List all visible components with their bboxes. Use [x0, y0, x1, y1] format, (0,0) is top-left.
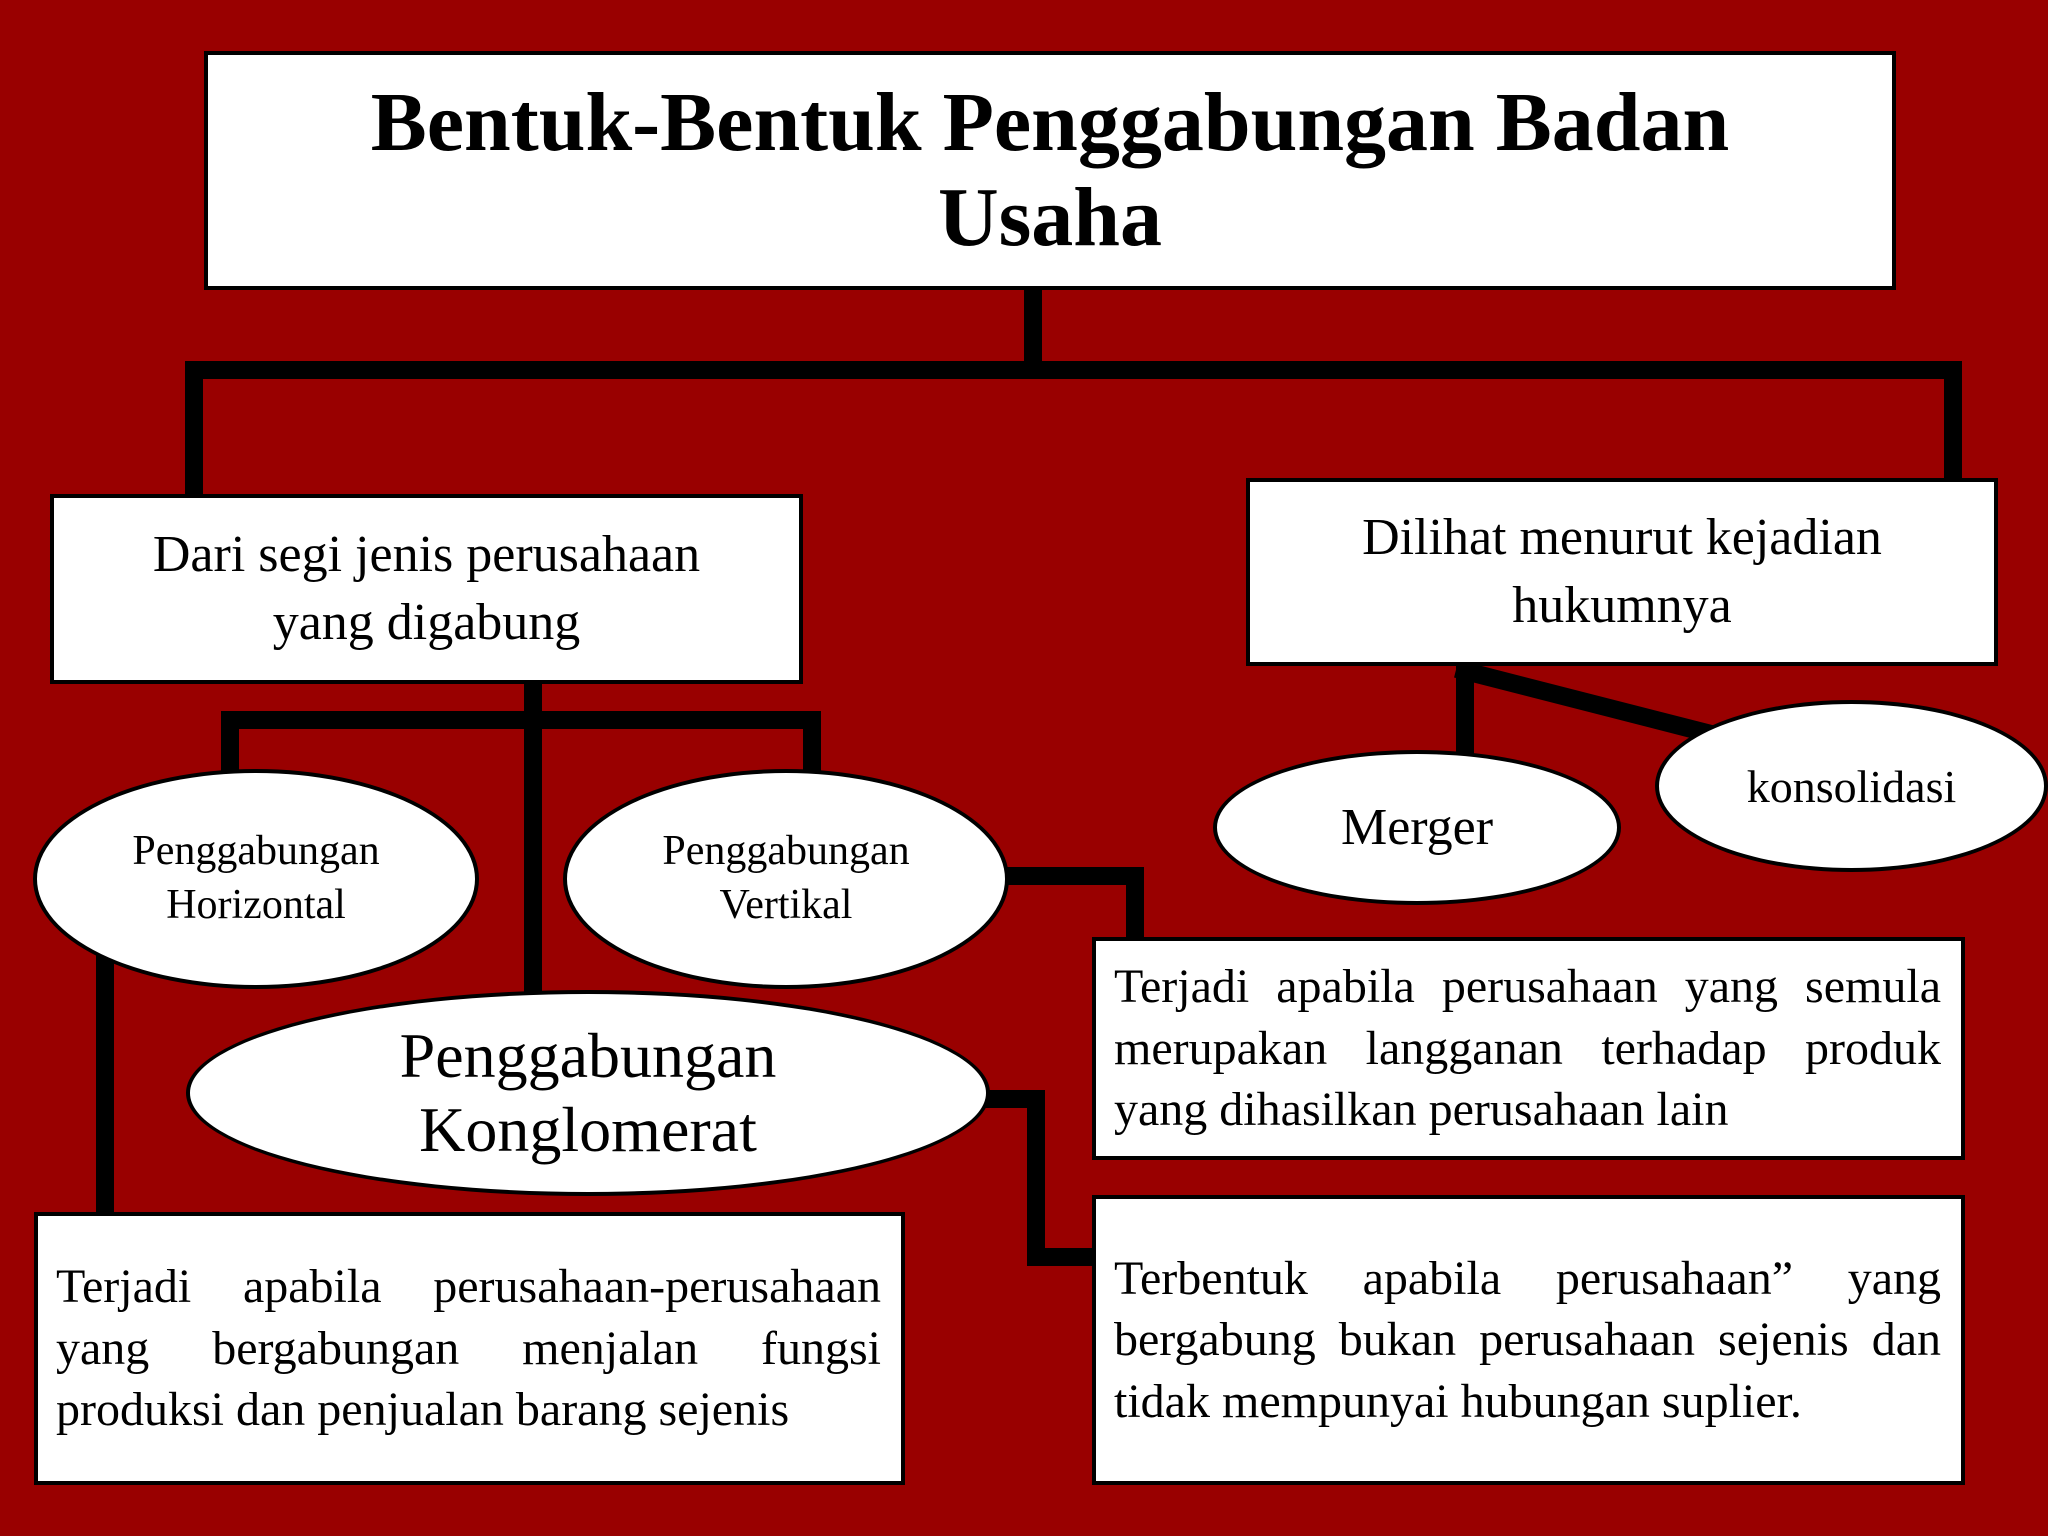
- description-horizontal-box: [34, 1212, 905, 1485]
- page-title: Bentuk-Bentuk Penggabungan Badan Usaha: [370, 76, 1730, 264]
- title-box: [204, 51, 1896, 290]
- oval-merger-label: Merger: [1340, 799, 1494, 856]
- description-vertikal-text: Terjadi apabila perusahaan yang semula merupakan langganan terhadap produk yang dihasilkan perusahaan lain: [1114, 960, 1941, 1137]
- oval-konsolidasi: [1655, 700, 2048, 872]
- oval-penggabungan-horizontal: [33, 769, 479, 989]
- category-kejadian-hukum-box: [1246, 478, 1998, 666]
- oval-merger: [1213, 750, 1621, 905]
- description-konglomerat-box: [1092, 1195, 1965, 1485]
- oval-penggabungan-horizontal-label: Penggabungan Horizontal: [132, 828, 380, 928]
- description-vertikal-box: [1092, 937, 1965, 1160]
- connector-vertikal-to-desc: [1005, 876, 1135, 937]
- oval-konsolidasi-label: konsolidasi: [1746, 760, 1957, 812]
- oval-penggabungan-vertikal: [563, 769, 1009, 989]
- category-kejadian-hukum-label: Dilihat menurut kejadian hukumnya: [1362, 509, 1882, 634]
- oval-penggabungan-vertikal-label: Penggabungan Vertikal: [662, 828, 910, 928]
- description-konglomerat-text: Terbentuk apabila perusahaan” yang bergabung bukan perusahaan sejenis dan tidak mempunyai hubungan suplier.: [1114, 1251, 1941, 1428]
- connector-main-branch: [194, 370, 1953, 494]
- oval-penggabungan-konglomerat: [186, 990, 990, 1196]
- connector-right-to-konsolidasi: [1465, 671, 1715, 735]
- category-jenis-perusahaan-label: Dari segi jenis perusahaan yang digabung: [152, 526, 701, 651]
- category-jenis-perusahaan-box: [50, 494, 803, 684]
- connector-konglomerat-to-desc: [988, 1099, 1092, 1257]
- connector-left-category-branch: [230, 720, 812, 773]
- description-horizontal-text: Terjadi apabila perusahaan-perusahaan yang bergabungan menjalan fungsi produksi dan penjualan barang sejenis: [56, 1260, 881, 1437]
- oval-penggabungan-konglomerat-label: Penggabungan Konglomerat: [399, 1020, 777, 1165]
